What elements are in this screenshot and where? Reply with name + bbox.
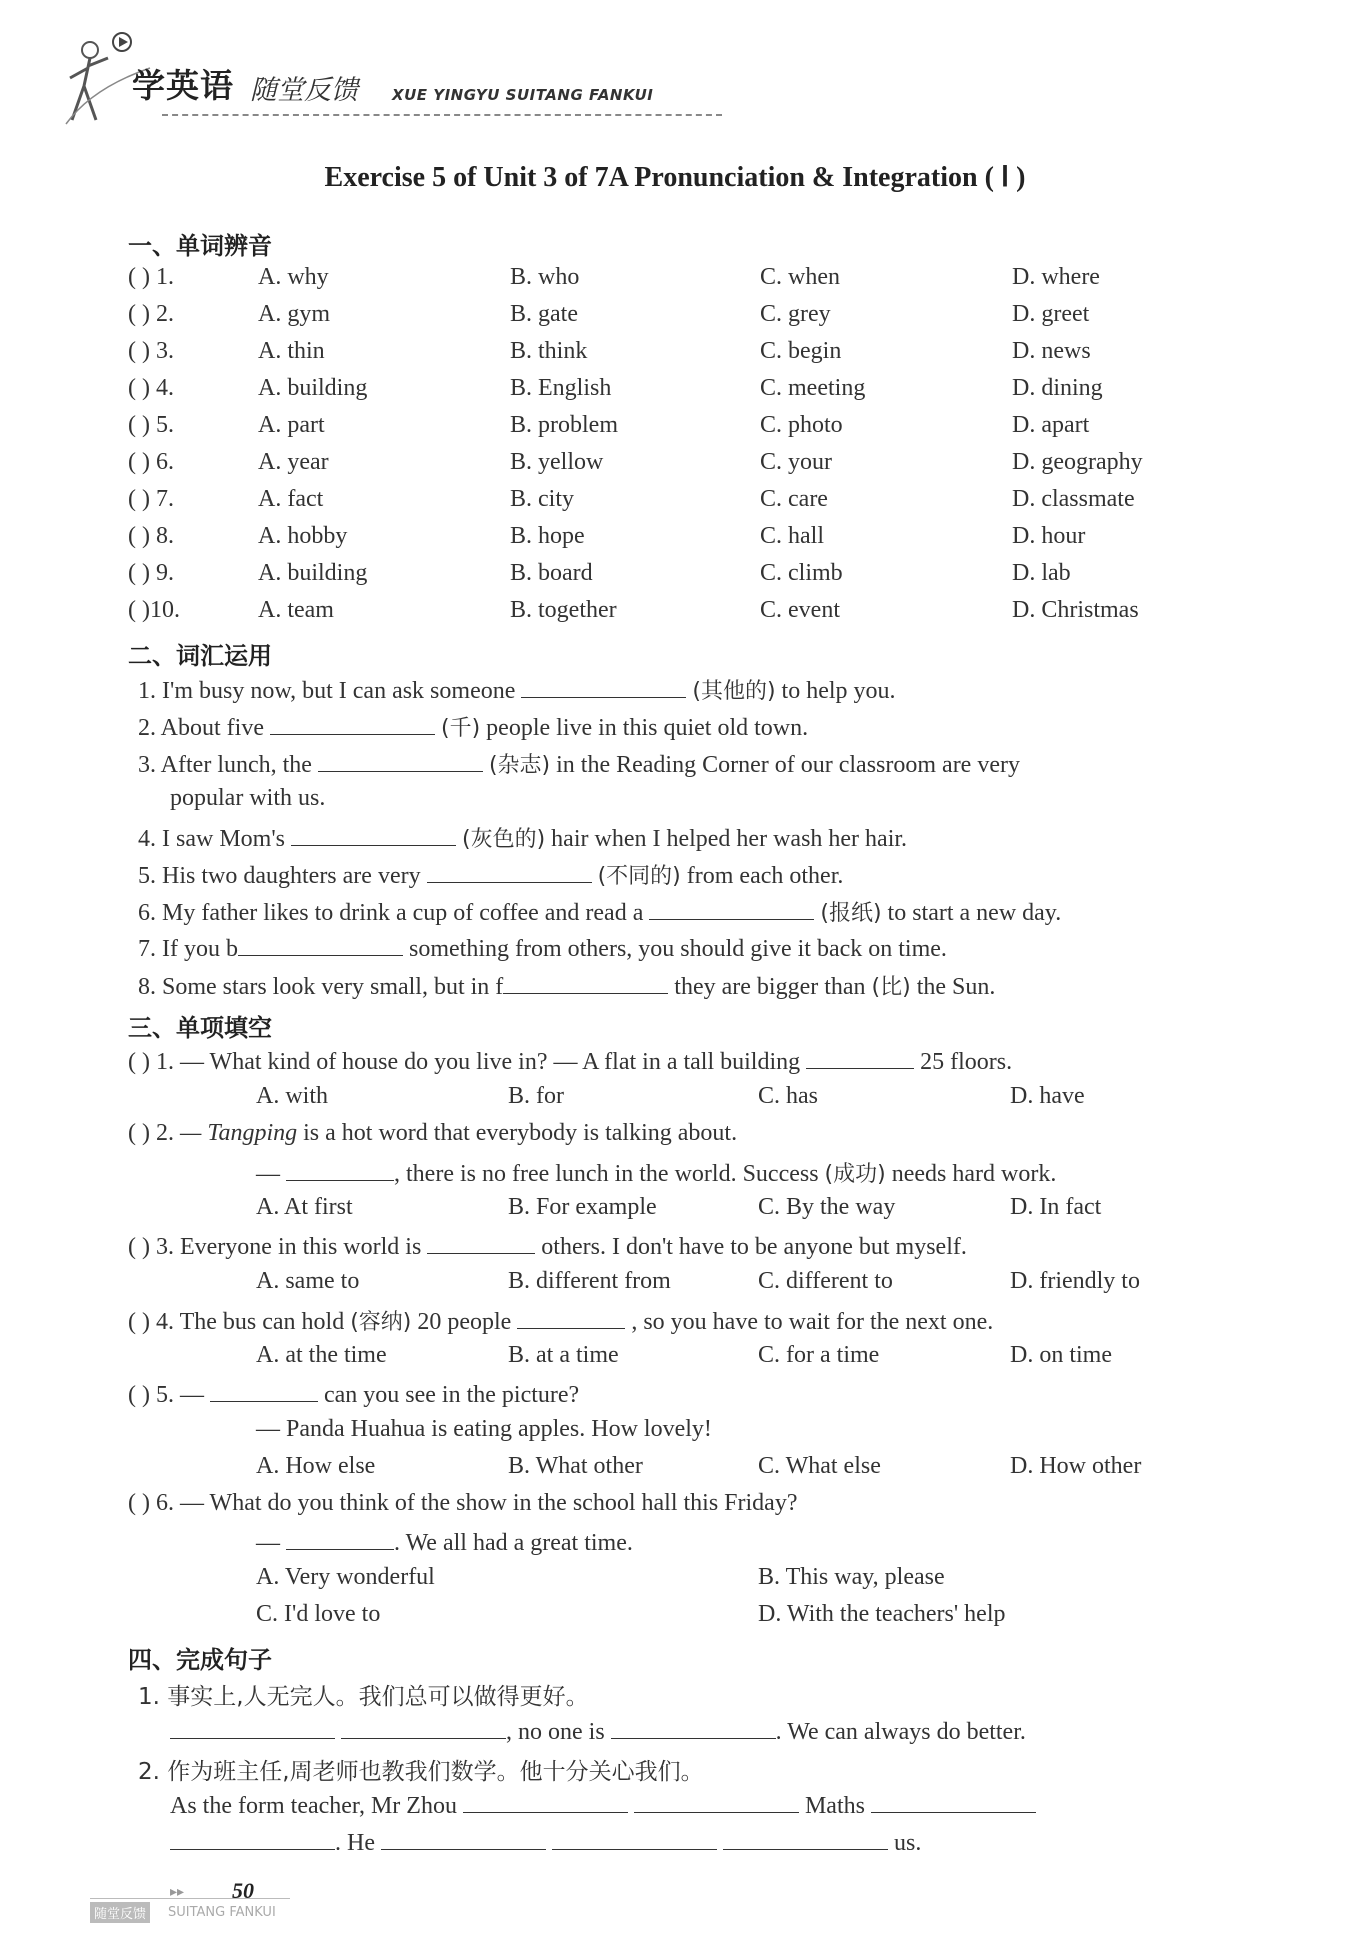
vocab-question-3-continued: popular with us.	[170, 785, 326, 811]
vocab-question-5: 5. His two daughters are very (不同的) from each other.	[138, 859, 843, 890]
footer-badge: 随堂反馈	[90, 1902, 150, 1923]
mc-question-3: ( ) 3. Everyone in this world is others. I don't have to be anyone but myself.	[128, 1231, 967, 1261]
mc-question-1: ( ) 1. — What kind of house do you live in? — A flat in a tall building 25 floors.	[128, 1046, 1012, 1076]
answer-blank[interactable]	[649, 897, 814, 920]
answer-blank[interactable]	[634, 1790, 799, 1813]
mc-options-3: A. same to B. different from C. different to D. friendly to	[256, 1268, 1140, 1294]
answer-blank[interactable]	[463, 1790, 628, 1813]
section1-item: ( ) 3. A. thin B. think C. begin D. news	[128, 338, 1091, 364]
answer-blank[interactable]	[427, 860, 592, 883]
mc-question-2-line2: — , there is no free lunch in the world. Success (成功) needs hard work.	[256, 1157, 1056, 1188]
vocab-question-2: 2. About five (千) people live in this quiet old town.	[138, 711, 808, 742]
mc-options-6a: A. Very wonderful B. This way, please	[256, 1564, 945, 1590]
section1-heading: 一、单词辨音	[128, 232, 272, 260]
answer-blank[interactable]	[381, 1827, 546, 1850]
vocab-question-6: 6. My father likes to drink a cup of coffee and read a (报纸) to start a new day.	[138, 896, 1061, 927]
section1-item: ( ) 1. A. why B. who C. when D. where	[128, 264, 1100, 290]
answer-blank[interactable]	[723, 1827, 888, 1850]
answer-blank[interactable]	[286, 1158, 394, 1181]
answer-blank[interactable]	[611, 1716, 776, 1739]
brand-subtitle: 随堂反馈	[250, 75, 358, 106]
translate-answer-1: , no one is . We can always do better.	[170, 1716, 1026, 1746]
section4-heading: 四、完成句子	[128, 1646, 272, 1674]
vocab-question-7: 7. If you b something from others, you should give it back on time.	[138, 933, 947, 963]
mc-question-6: ( ) 6. — What do you think of the show in the school hall this Friday?	[128, 1490, 798, 1516]
answer-blank[interactable]	[521, 675, 686, 698]
mc-question-4: ( ) 4. The bus can hold (容纳) 20 people , so you have to wait for the next one.	[128, 1305, 993, 1336]
answer-blank[interactable]	[170, 1827, 335, 1850]
vocab-question-3: 3. After lunch, the (杂志) in the Reading Corner of our classroom are very	[138, 748, 1020, 779]
section1-item: ( ) 7. A. fact B. city C. care D. classmate	[128, 486, 1135, 512]
section2-heading: 二、词汇运用	[128, 642, 272, 670]
answer-blank[interactable]	[806, 1046, 914, 1069]
vocab-question-8: 8. Some stars look very small, but in f they are bigger than (比) the Sun.	[138, 970, 995, 1001]
answer-blank[interactable]	[552, 1827, 717, 1850]
footer-divider	[90, 1898, 290, 1899]
mc-question-5: ( ) 5. — can you see in the picture?	[128, 1379, 579, 1409]
answer-blank[interactable]	[238, 933, 403, 956]
section1-item: ( ) 9. A. building B. board C. climb D. lab	[128, 560, 1071, 586]
answer-blank[interactable]	[270, 712, 435, 735]
vocab-question-1: 1. I'm busy now, but I can ask someone (其他的) to help you.	[138, 674, 896, 705]
answer-blank[interactable]	[517, 1306, 625, 1329]
mc-options-2: A. At first B. For example C. By the way D. In fact	[256, 1194, 1102, 1220]
answer-blank[interactable]	[427, 1231, 535, 1254]
answer-blank[interactable]	[871, 1790, 1036, 1813]
section1-item: ( ) 6. A. year B. yellow C. your D. geography	[128, 449, 1143, 475]
section1-item: ( ) 5. A. part B. problem C. photo D. apart	[128, 412, 1090, 438]
answer-blank[interactable]	[170, 1716, 335, 1739]
page-title: Exercise 5 of Unit 3 of 7A Pronunciation & Integration ( Ⅰ )	[324, 162, 1026, 193]
footer-label: SUITANG FANKUI	[168, 1905, 276, 1920]
brand-pinyin: XUE YINGYU SUITANG FANKUI	[392, 86, 654, 104]
translate-prompt-1: 1. 事实上,人无完人。我们总可以做得更好。	[138, 1684, 589, 1710]
vocab-question-4: 4. I saw Mom's (灰色的) hair when I helped her wash her hair.	[138, 822, 907, 853]
mc-question-5-line2: — Panda Huahua is eating apples. How lovely!	[256, 1416, 712, 1442]
answer-blank[interactable]	[318, 749, 483, 772]
mc-options-1: A. with B. for C. has D. have	[256, 1083, 1085, 1109]
mc-options-6b: C. I'd love to D. With the teachers' help	[256, 1601, 1006, 1627]
translate-answer-2-continued: . He us.	[170, 1827, 921, 1857]
answer-blank[interactable]	[291, 823, 456, 846]
answer-blank[interactable]	[341, 1716, 506, 1739]
section1-item: ( ) 8. A. hobby B. hope C. hall D. hour	[128, 523, 1086, 549]
section1-item: ( ) 4. A. building B. English C. meeting D. dining	[128, 375, 1103, 401]
mc-options-5: A. How else B. What other C. What else D. How other	[256, 1453, 1142, 1479]
answer-blank[interactable]	[503, 971, 668, 994]
mc-question-6-line2: — . We all had a great time.	[256, 1527, 633, 1557]
brand-title: 学英语	[132, 66, 234, 105]
page-header	[62, 22, 682, 132]
page-arrow-icon: ▸▸	[170, 1884, 185, 1900]
mc-question-2: ( ) 2. — Tangping is a hot word that everybody is talking about.	[128, 1120, 738, 1146]
section1-item: ( ) 2. A. gym B. gate C. grey D. greet	[128, 301, 1090, 327]
answer-blank[interactable]	[286, 1527, 394, 1550]
mc-options-4: A. at the time B. at a time C. for a time D. on time	[256, 1342, 1112, 1368]
translate-prompt-2: 2. 作为班主任,周老师也教我们数学。他十分关心我们。	[138, 1759, 704, 1785]
section3-heading: 三、单项填空	[128, 1014, 272, 1042]
translate-answer-2: As the form teacher, Mr Zhou Maths	[170, 1790, 1036, 1820]
page-number: 50	[232, 1878, 254, 1903]
answer-blank[interactable]	[210, 1379, 318, 1402]
header-divider	[162, 114, 722, 116]
section1-item: ( )10. A. team B. together C. event D. Christmas	[128, 597, 1139, 623]
